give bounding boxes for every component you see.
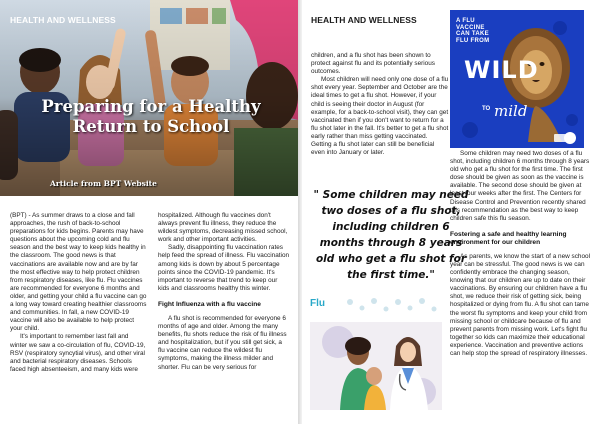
poster-mild: mild bbox=[494, 102, 528, 120]
paragraph: (BPT) - As summer draws to a close and fall approaches, the rush of back-to-school preparations for kids begins. Parents may have questions about the upcoming cold and flu season and the best way to keep kids healthy in the classroom. The good news is that vaccinations are available now and are by far the most effective way to help protect children from respiratory diseases, like flu. Flu vaccines are recommended for everyone 6 months and older, and getting your child a flu vaccine can go a long way toward creating healthier classrooms and communities. In fall, a new COVID-19 vaccine will also be available to help protect your child. bbox=[10, 212, 147, 333]
column-1 bbox=[10, 212, 147, 374]
article-byline: Article from BPT Website bbox=[50, 179, 157, 188]
subheading: Fight Influenza with a flu vaccine bbox=[158, 300, 261, 308]
paragraph: A flu shot is recommended for everyone 6 months of age and older. Among the many benefits, flu shots reduce the risk of flu illness and hospitalization, but if you still get sick, a flu vaccine can reduce the wildest flu symptoms, making the illness milder and shorter. Flu can be very serious for bbox=[158, 314, 287, 371]
virus-pattern-icon bbox=[310, 296, 442, 316]
section-label-left: HEALTH AND WELLNESS bbox=[10, 15, 116, 25]
paragraph: Most children will need only one dose of a flu shot every year. September and October are the ideal times to get a flu shot. However, if your child is seeing their doctor in August (for example, for a back-to-school visit), they can get vaccinated then if you don't want to return for a flu shot later in the fall. It's better to get a flu shot early rather than miss getting vaccinated. Getting a flu shot later can still be beneficial even into January or later. bbox=[311, 76, 449, 157]
column-4 bbox=[450, 150, 590, 358]
hero-photo bbox=[0, 0, 298, 196]
article-title: Preparing for a Healthy Return to School bbox=[41, 97, 261, 136]
left-page bbox=[0, 0, 298, 424]
paragraph: children, and a flu shot has been shown to protect against flu and its potentially serious outcomes. bbox=[311, 52, 435, 76]
paragraph: Some children may need two doses of a flu shot, including children 6 months through 8 years old who get a flu shot for the first time. The first dose should be given as soon as the vaccine is available. The second dose should be given at least four weeks after the first. The Centers for Disease Control and Prevention recently shared this recommendation as the best way to keep children safe this flu season. bbox=[450, 150, 590, 222]
column-2 bbox=[158, 212, 290, 372]
poster-tagline: A FLU VACCINE CAN TAKE FLU FROM bbox=[456, 18, 490, 44]
subheading: Fostering a safe and healthy learning environment for our children bbox=[450, 230, 567, 246]
doctor-family-illustration bbox=[310, 322, 442, 410]
paragraph: As parents, we know the start of a new school year can be stressful. The good news is we can confidently embrace the changing season, knowing that our children are up to date on their vaccinations. By ensuring our children have a flu shot, we reduce their risk of getting sick, being hospitalized or dying from flu. A flu shot can tame the worst flu symptoms and keep your child from missing school or childcare because of flu and prevent parents from missing work. Let's fight flu together so kids can maximize their educational experience. Vaccination and preventive actions can help stop the spread of respiratory illnesses. bbox=[450, 252, 591, 357]
flu-graphic-title: Flu bbox=[310, 298, 325, 309]
section-label-right: HEALTH AND WELLNESS bbox=[311, 15, 417, 25]
poster-to: TO bbox=[482, 106, 491, 112]
paragraph: hospitalized. Although flu vaccines don't always prevent flu illness, they reduce the wildest symptoms, decreasing missed school, work and other important activities. bbox=[158, 212, 288, 244]
paragraph: Sadly, disappointing flu vaccination rates help feed the spread of illness. Flu vaccination among kids is down by about 5 percentage points since the COVID-19 pandemic. It's important to reverse that trend to keep our kids and classrooms healthy this winter. bbox=[158, 244, 290, 292]
poster-wild: WILD bbox=[464, 56, 539, 84]
doctor-illustration-icon bbox=[310, 322, 442, 410]
paragraph: It's important to remember last fall and winter we saw a co-circulation of flu, COVID-19, RSV (respiratory syncytial virus), and other viral and bacterial respiratory diseases. Schools faced high absenteeism, and many kids were bbox=[10, 333, 146, 373]
pull-quote: " Some children may need two doses of a flu shot, including children 6 months through 8 years old who get a flu shot for the first time." bbox=[313, 189, 469, 281]
right-page bbox=[302, 0, 600, 424]
flu-vaccine-poster bbox=[450, 10, 584, 148]
column-3 bbox=[311, 52, 449, 157]
